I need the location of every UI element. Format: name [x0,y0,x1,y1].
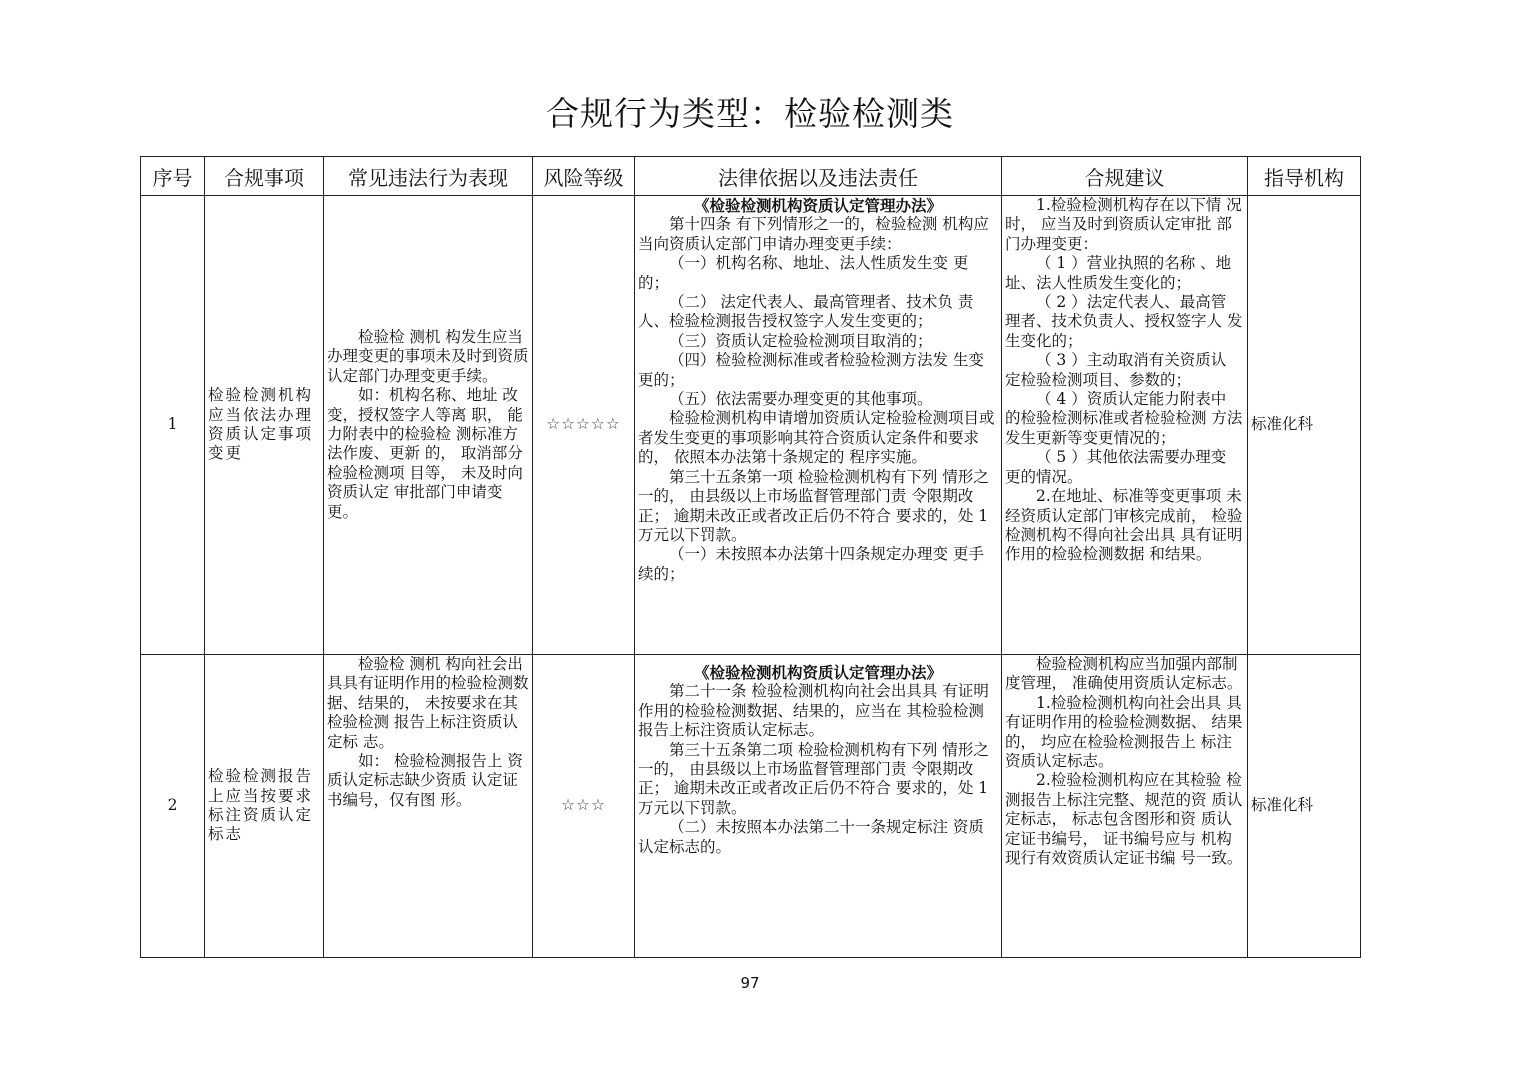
advice-item: 1.检验检测机构向社会出具 具有证明作用的检验检测数据、 结果的， 均应在检验检测报告上 标注资质认定标志。 [1005,693,1243,771]
law-clause: 第十四条 有下列情形之一的，检验检测 机构应当向资质认定部门申请办理变更手续： [638,215,989,253]
advice-item: （ 2 ）法定代表人、最高管 理者、技术负责人、授权签字人 发生变化的； [1005,293,1243,350]
page-number: 97 [740,974,760,992]
advice-item: （ 4 ）资质认定能力附表中 的检验检测标准或者检验检测 方法发生更新等变更情况的； [1005,390,1243,447]
violation-description [324,196,533,655]
advice-item: （ 1 ）营业执照的名称 、地 址、法人性质发生变化的； [1005,254,1232,292]
table-row [141,655,1361,958]
compliance-advice [1002,196,1248,655]
law-clause: （五）依法需要办理变更的其他事项。 [669,390,933,409]
compliance-table [140,156,1361,958]
header-matter: 合规事项 [205,157,324,196]
law-clause: 第三十五条第一项 检验检测机构有下列 情形之一的， 由县级以上市场监督管理部门责 令限期改正； 逾期未改正或者改正后仍不符合 要求的，处 1 万元以下罚款。 [638,467,989,544]
law-clause: （二）未按照本办法第二十一条规定标注 资质认定标志的。 [638,818,984,856]
legal-basis [635,655,1002,958]
law-clause: 第二十一条 检验检测机构向社会出具具 有证明作用的检验检测数据、结果的，应当在 其检验检测报告上标注资质认定标志。 [638,682,989,740]
law-clause: 第三十五条第二项 检验检测机构有下列 情形之一的， 由县级以上市场监督管理部门责 令限期改正； 逾期未改正或者改正后仍不符合 要求的，处 1 万元以下罚款。 [638,740,989,817]
header-risk: 风险等级 [533,157,635,196]
law-title: 《检验检测机构资质认定管理办法》 [693,196,942,215]
advice-item: 2.在地址、标准等变更事项 未经资质认定部门审核完成前， 检验检测机构不得向社会出具 具有证明作用的检验检测数据 和结果。 [1005,487,1243,564]
table-row [141,196,1361,655]
law-clause: （四）检验检测标准或者检验检测方法发 生变更的； [638,351,984,389]
violation-text: 检验检 测机 构发生应当办理变更的事项未及时到资质认定部门办理变更手续。 [327,327,529,385]
advice-item: （ 3 ）主动取消有关资质认 定检验检测项目、参数的； [1005,351,1227,389]
advice-item: （ 5 ）其他依法需要办理变 更的情况。 [1005,448,1227,486]
guiding-agency: 标准化科 [1248,196,1361,655]
violation-example: 如： 检验检测报告上 资质认定标志缺少资质 认定证书编号，仅有图 形。 [327,752,523,809]
row-index: 1 [141,196,205,655]
legal-basis [635,196,1002,655]
compliance-advice [1002,655,1248,958]
compliance-matter: 检验检测报告上应当按要求标注资质认定标志 [205,655,324,958]
risk-level-stars: ☆☆☆ [533,655,635,958]
header-index: 序号 [141,157,205,196]
advice-item: 检验检测机构应当加强内部制 度管理， 准确使用资质认定标志。 [1005,655,1243,693]
header-violation: 常见违法行为表现 [324,157,533,196]
guiding-agency: 标准化科 [1248,655,1361,958]
violation-example: 如：机构名称、地址 改变，授权签字人等离 职， 能力附表中的检验检 测标准方法作废、更新 的， 取消部分检验检测项 目等， 未及时向资质认定 审批部门申请变更。 [327,386,523,521]
advice-item: 1.检验检测机构存在以下情 况时， 应当及时到资质认定审批 部门办理变更： [1005,196,1242,253]
violation-text: 检验检 测机 构向社会出具具有证明作用的检验检测数据、结果的， 未按要求在其检验检测 报告上标注资质认定标 志。 [327,655,529,751]
header-law: 法律依据以及违法责任 [635,157,1002,196]
row-index: 2 [141,655,205,958]
compliance-matter: 检验检测机构应当依法办理资质认定事项变更 [205,196,324,655]
advice-item: 2.检验检测机构应在其检验 检测报告上标注完整、规范的资 质认定标志， 标志包含图形和资 质认定证书编号， 证书编号应与 机构现行有效资质认定证书编 号一致。 [1005,771,1243,868]
header-advice: 合规建议 [1002,157,1248,196]
law-clause: （三）资质认定检验检测项目取消的； [669,331,933,350]
law-clause: 检验检测机构申请增加资质认定检验检测项目或者发生变更的事项影响其符合资质认定条件和要求的， 依照本办法第十条规定的 程序实施。 [638,409,995,467]
page-title: 合规行为类型：检验检测类 [546,94,954,133]
table-header-row [141,157,1361,196]
risk-level-stars: ☆☆☆☆☆ [533,196,635,655]
law-clause: （二） 法定代表人、最高管理者、技术负 责人、检验检测报告授权签字人发生变更的； [638,293,974,331]
law-clause: （一）未按照本办法第十四条规定办理变 更手续的； [638,545,984,583]
violation-description [324,655,533,958]
header-org: 指导机构 [1248,157,1361,196]
law-title: 《检验检测机构资质认定管理办法》 [693,663,942,682]
law-clause: （一）机构名称、地址、法人性质发生变 更的； [638,254,969,292]
